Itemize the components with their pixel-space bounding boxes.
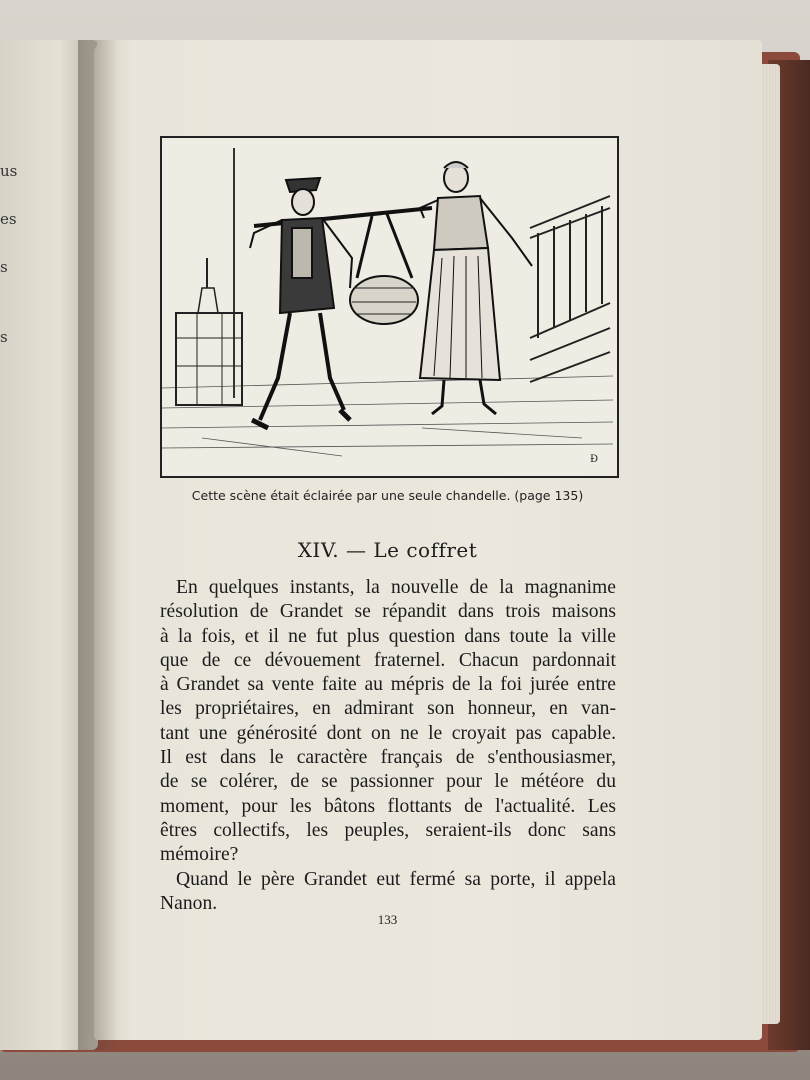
- body-line: les propriétaires, en admirant son honneur, en van-: [160, 698, 616, 720]
- engraving-illustration: [160, 136, 619, 478]
- left-page-fragment: us: [0, 162, 18, 180]
- body-line: êtres collectifs, les peuples, seraient-ils donc sans: [160, 819, 616, 841]
- left-page-fragment: s: [0, 258, 8, 276]
- engraving-drawing: [162, 138, 613, 472]
- body-line: Nanon.: [160, 892, 218, 914]
- body-line: Quand le père Grandet eut fermé sa porte, il appela: [176, 868, 616, 890]
- body-line: tant une générosité dont on ne le croyait pas capable.: [160, 722, 616, 744]
- body-text: [160, 576, 616, 916]
- body-line: à la fois, et il ne fut plus question dans toute la ville: [160, 625, 616, 647]
- book-gutter-shadow: [78, 40, 118, 1050]
- left-page-fragment: s: [0, 328, 8, 346]
- body-line: résolution de Grandet se répandit dans trois maisons: [160, 601, 616, 623]
- body-line: mémoire?: [160, 844, 239, 866]
- svg-text:Ð: Ð: [590, 454, 599, 465]
- chapter-heading: XIV. — Le coffret: [297, 538, 478, 562]
- body-line: à Grandet sa vente faite au mépris de la foi jurée entre: [160, 674, 616, 696]
- body-line: Il est dans le caractère français de s'enthousiasmer,: [160, 747, 616, 769]
- body-line: que de ce dévouement fraternel. Chacun pardonnait: [160, 649, 616, 671]
- body-line: moment, pour les bâtons flottants de l'actualité. Les: [160, 795, 616, 817]
- body-line: En quelques instants, la nouvelle de la magnanime: [176, 577, 616, 598]
- page-number: 133: [377, 912, 398, 927]
- illustration-caption: Cette scène était éclairée par une seule chandelle. (page 135): [191, 488, 584, 503]
- body-line: de se colérer, de se passionner pour le météore du: [160, 771, 616, 793]
- left-page-fragment: es: [0, 210, 17, 228]
